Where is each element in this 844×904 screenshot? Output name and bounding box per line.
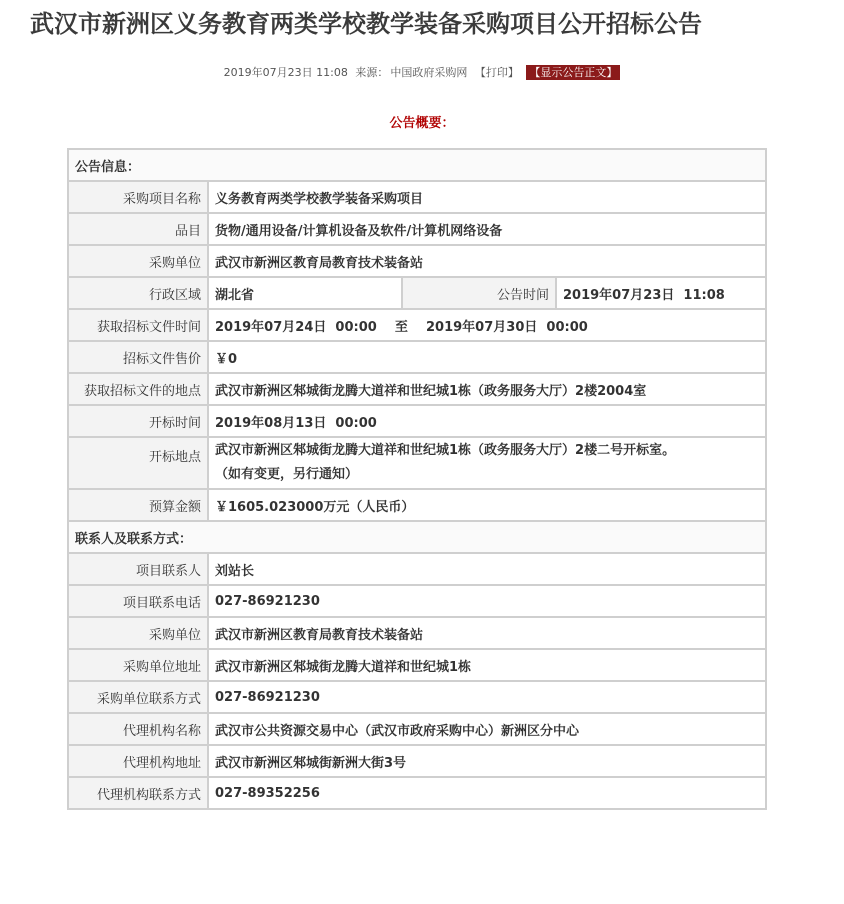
row-value: 武汉市新洲区邾城街新洲大街3号 [208,745,766,777]
table-row [68,489,766,521]
open-place-line2: （如有变更，另行通知） [215,467,359,482]
table-row [68,245,766,277]
row-value: 武汉市新洲区邾城街龙腾大道祥和世纪城1栋（政务服务大厅）2楼2004室 [208,373,766,405]
row-value: 刘站长 [208,553,766,585]
row-value-multiline [208,437,766,489]
announcement-table [67,148,767,810]
section-row [68,521,766,553]
row-value: ￥1605.023000万元（人民币） [208,489,766,521]
table-row [68,617,766,649]
table-row [68,405,766,437]
table-row [68,681,766,713]
row-label: 招标文件售价 [68,341,208,373]
publish-date: 2019年07月23日 11:08 [223,66,348,79]
table-row [68,373,766,405]
row-label: 开标地点 [68,437,208,489]
row-label: 获取招标文件的地点 [68,373,208,405]
row-value: 货物/通用设备/计算机设备及软件/计算机网络设备 [208,213,766,245]
row-value: 湖北省 [208,277,402,309]
row-value: 义务教育两类学校教学装备采购项目 [208,181,766,213]
row-label: 获取招标文件时间 [68,309,208,341]
section-row [68,149,766,181]
row-label: 采购单位 [68,617,208,649]
section-contacts: 联系人及联系方式： [68,521,766,553]
table-row [68,277,766,309]
row-label: 采购项目名称 [68,181,208,213]
source-text: 中国政府采购网 [390,66,468,79]
table-row [68,437,766,489]
section-announcement-info: 公告信息： [68,149,766,181]
row-label: 采购单位地址 [68,649,208,681]
row-label: 代理机构名称 [68,713,208,745]
row-label: 采购单位 [68,245,208,277]
row-value: 027-86921230 [208,585,766,617]
table-row [68,341,766,373]
table-row [68,585,766,617]
row-value: 2019年08月13日 00:00 [208,405,766,437]
source-label: 来源： [355,66,389,79]
row-value: 武汉市公共资源交易中心（武汉市政府采购中心）新洲区分中心 [208,713,766,745]
row-label: 行政区域 [68,277,208,309]
summary-heading: 公告概要： [389,116,455,131]
row-value: 027-86921230 [208,681,766,713]
open-place-line1: 武汉市新洲区邾城街龙腾大道祥和世纪城1栋（政务服务大厅）2楼二号开标室。 [215,443,676,458]
row-label: 项目联系电话 [68,585,208,617]
row-label: 项目联系人 [68,553,208,585]
meta-bar [0,64,844,80]
row-value: 武汉市新洲区教育局教育技术装备站 [208,617,766,649]
row-value: ￥0 [208,341,766,373]
table-row [68,553,766,585]
print-link[interactable]: 【打印】 [474,66,519,79]
table-row [68,713,766,745]
row-value: 武汉市新洲区教育局教育技术装备站 [208,245,766,277]
show-body-button[interactable]: 【显示公告正文】 [526,65,620,80]
row-label: 品目 [68,213,208,245]
row-value: 027-89352256 [208,777,766,809]
table-row [68,309,766,341]
row-label: 预算金额 [68,489,208,521]
row-value: 武汉市新洲区邾城街龙腾大道祥和世纪城1栋 [208,649,766,681]
table-row [68,745,766,777]
table-row [68,181,766,213]
page-title: 武汉市新洲区义务教育两类学校教学装备采购项目公开招标公告 [30,10,702,38]
row-label: 代理机构地址 [68,745,208,777]
row-label: 代理机构联系方式 [68,777,208,809]
table-row [68,213,766,245]
row-label: 采购单位联系方式 [68,681,208,713]
row-label: 开标时间 [68,405,208,437]
row-label: 公告时间 [402,277,556,309]
row-value: 2019年07月23日 11:08 [556,277,766,309]
table-row [68,649,766,681]
row-value: 2019年07月24日 00:00 至 2019年07月30日 00:00 [208,309,766,341]
table-row [68,777,766,809]
